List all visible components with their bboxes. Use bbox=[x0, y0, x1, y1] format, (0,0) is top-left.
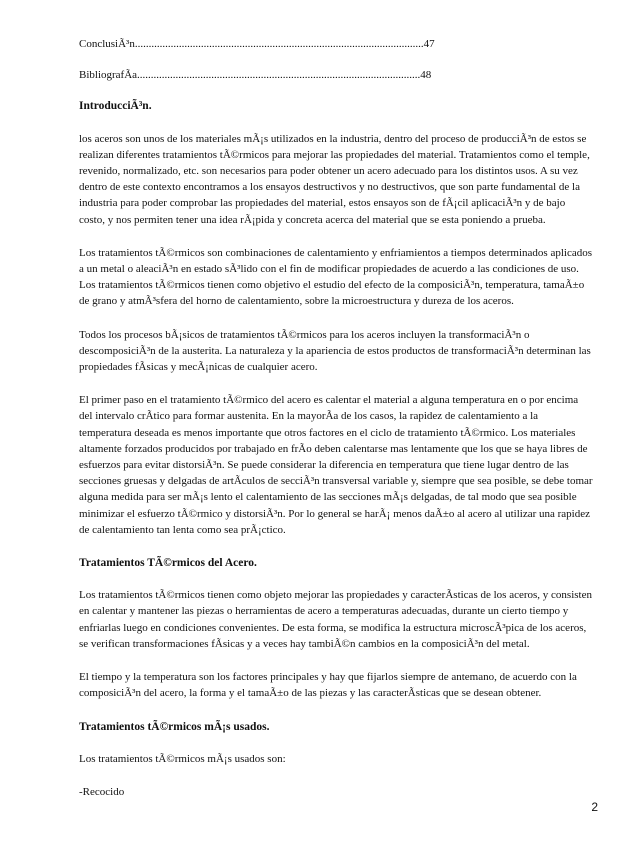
section-tratamientos-termicos-del-acero bbox=[79, 555, 593, 701]
section-tratamientos-mas-usados bbox=[79, 719, 593, 801]
document-page bbox=[79, 36, 593, 800]
section-heading: Tratamientos tÃ©rmicos mÃ¡s usados. bbox=[79, 720, 270, 733]
paragraph: los aceros son unos de los materiales mÃ¡s utilizados en la industria, dentro del proceso de producciÃ³n de estos se realizan diferentes tratamientos tÃ©rmicos para mejorar las propiedades del material. Tratamientos como el temple, revenido, normalizado, etc. son necesarios para poder obtener un acero adecuado para los distintos usos. A su vez dentro de este contexto encontramos a los ensayos destructivos y no destructivos, que son parte fundamental de la industria para poder comprobar las propiedades del material, estos ensayos son de fÃ¡cil aplicaciÃ³n y de bajo costo, y nos permiten tener una idea rÃ¡pida y concreta acerca del material que se esta poniendo a prueba. bbox=[79, 132, 590, 226]
toc-entry-bibliografia[interactable]: BibliografÃa.......................................................................................................48 bbox=[79, 69, 432, 82]
toc-entry-conclusion[interactable]: ConclusiÃ³n.........................................................................................................47 bbox=[79, 38, 435, 50]
section-heading: Tratamientos TÃ©rmicos del Acero. bbox=[79, 557, 257, 570]
paragraph: Los tratamientos tÃ©rmicos mÃ¡s usados son: bbox=[79, 752, 286, 765]
list-item: -Recocido bbox=[79, 785, 125, 798]
section-heading: IntroducciÃ³n. bbox=[79, 100, 152, 113]
section-introduccion bbox=[79, 98, 593, 538]
paragraph: El primer paso en el tratamiento tÃ©rmico del acero es calentar el material a alguna temperatura en o por encima del intervalo crÃtico para formar austenita. En la mayorÃa de los casos, la rapidez de calentamiento a la temperatura deseada es menos importante que otros factores en el ciclo de tratamiento tÃ©rmico. Los materiales altamente forzados producidos por trabajado en frÃo deben calentarse mas lentamente que los que se haya libres de esfuerzos para evitar distorsiÃ³n. Se puede considerar la diferencia en temperatura que tiene lugar dentro de las secciones gruesas y delgadas de artÃculos de secciÃ³n transversal variable y, siempre que sea posible, se debe tomar alguna medida para ser mÃ¡s lento el calentamiento de las secciones mÃ¡s delgadas, de tal modo que sea posible minimizar el esfuerzo tÃ©rmico y distorsiÃ³n. Por lo general se harÃ¡ menos daÃ±o al acero al utilizar una rapidez de calentamiento tan lenta como sea prÃ¡ctico. bbox=[79, 394, 593, 536]
paragraph: Todos los procesos bÃ¡sicos de tratamientos tÃ©rmicos para los aceros incluyen la transformaciÃ³n o descomposiciÃ³n de la austerita. La naturaleza y la apariencia de estos productos de transformaciÃ³n determinan las propiedades fÃsicas y mecÃ¡nicas de cualquier acero. bbox=[79, 328, 591, 374]
paragraph: Los tratamientos tÃ©rmicos son combinaciones de calentamiento y enfriamientos a tiempos determinados aplicados a un metal o aleaciÃ³n en estado sÃ³lido con el fin de modificar propiedades de acuerdo a las condiciones de uso. Los tratamientos tÃ©rmicos tienen como objetivo el estudio del efecto de la composiciÃ³n, temperatura, tamaÃ±o de grano y atmÃ³sfera del horno de calentamiento, sobre la microestructura y dureza de los aceros. bbox=[79, 246, 592, 308]
paragraph: Los tratamientos tÃ©rmicos tienen como objeto mejorar las propiedades y caracterÃsticas de los aceros, y consisten en calentar y mantener las piezas o herramientas de acero a temperaturas adecuadas, durante un cierto tiempo y enfriarlas luego en condiciones convenientes. De esta forma, se modifica la estructura microscÃ³pica de los aceros, se verifican transformaciones fÃsicas y a veces hay tambiÃ©n cambios en la composiciÃ³n del metal. bbox=[79, 589, 592, 650]
page-number: 2 bbox=[591, 800, 598, 814]
paragraph: El tiempo y la temperatura son los factores principales y hay que fijarlos siempre de antemano, de acuerdo con la composiciÃ³n del acero, la forma y el tamaÃ±o de las piezas y las caracterÃsticas que se desean obtener. bbox=[79, 671, 577, 700]
